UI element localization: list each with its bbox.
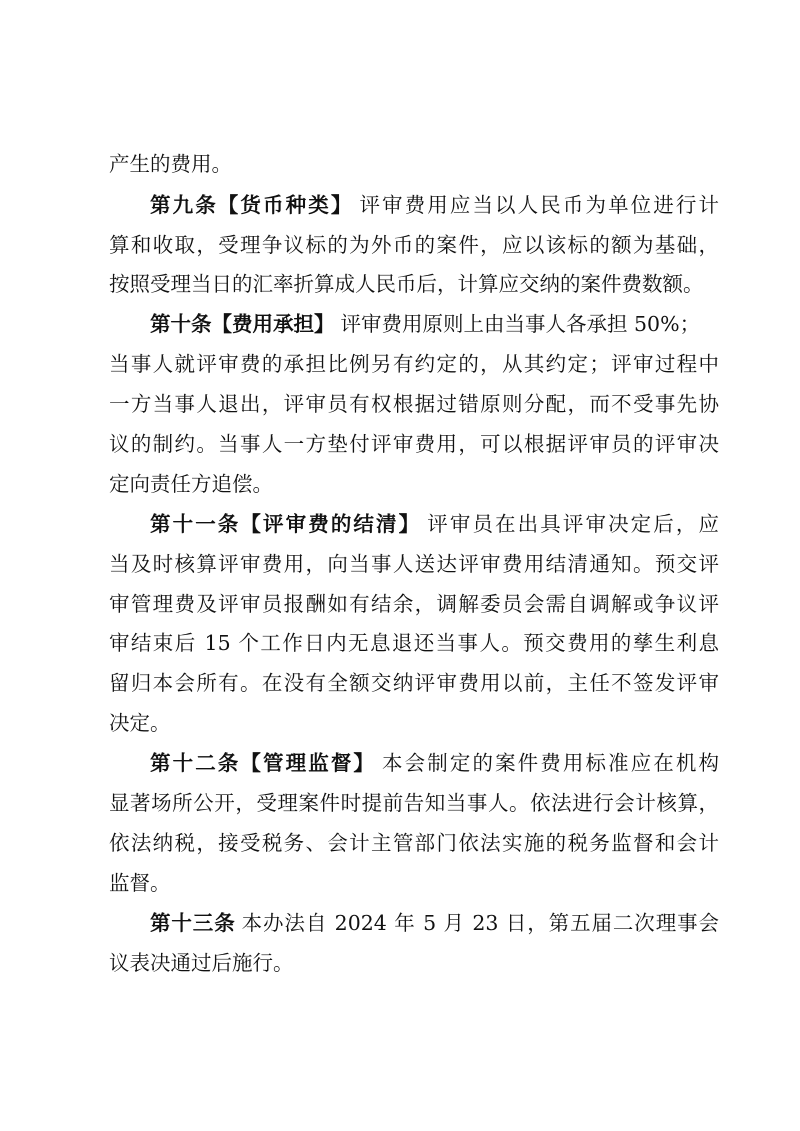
text-line [109, 152, 719, 176]
text-line [109, 592, 719, 616]
text-line [109, 711, 719, 735]
line-text: 当及时核算评审费用，向当事人送达评审费用结清通知。预交评 [109, 552, 719, 576]
line-text: 依法纳税，接受税务、会计主管部门依法实施的税务监督和会计 [109, 831, 719, 855]
article-heading: 第十条【费用承担】 [150, 312, 335, 336]
text-line [109, 671, 719, 695]
article-11-first-line [150, 512, 719, 536]
line-text: 本会制定的案件费用标准应在机构 [382, 751, 719, 775]
line-text: 一方当事人退出，评审员有权根据过错原则分配，而不受事先协 [109, 392, 719, 416]
line-text: 审管理费及评审员报酬如有结余，调解委员会需自调解或争议评 [109, 592, 719, 616]
line-text: 按照受理当日的汇率折算成人民币后，计算应交纳的案件费数额。 [109, 272, 704, 296]
article-10-first-line [150, 312, 719, 336]
text-line [109, 951, 719, 975]
line-text: 议表决通过后施行。 [109, 951, 294, 975]
line-text: 审结束后 15 个工作日内无息退还当事人。预交费用的孳生利息 [109, 631, 719, 655]
line-text: 定向责任方追偿。 [109, 472, 273, 496]
line-text: 评审员在出具评审决定后，应 [427, 512, 719, 536]
line-text: 本办法自 2024 年 5 月 23 日，第五届二次理事会 [241, 911, 719, 935]
line-text: 决定。 [109, 711, 171, 735]
article-13-first-line [150, 911, 719, 935]
line-text: 评审费用应当以人民币为单位进行计 [359, 193, 719, 217]
article-heading: 第九条【货币种类】 [150, 193, 354, 217]
article-heading: 第十三条 [150, 911, 236, 935]
article-9-first-line [150, 193, 719, 217]
line-text: 产生的费用。 [109, 152, 232, 176]
line-text: 留归本会所有。在没有全额交纳评审费用以前，主任不签发评审 [109, 671, 719, 695]
text-line [109, 352, 719, 376]
line-text: 监督。 [109, 871, 171, 895]
article-12-first-line [150, 751, 719, 775]
text-line [109, 552, 719, 576]
text-line [109, 472, 719, 496]
text-line [109, 272, 719, 296]
text-line [109, 392, 719, 416]
text-line [109, 631, 719, 655]
text-line [109, 871, 719, 895]
line-text: 当事人就评审费的承担比例另有约定的，从其约定；评审过程中 [109, 352, 719, 376]
text-line [109, 831, 719, 855]
line-text: 评审费用原则上由当事人各承担 50%； [340, 312, 701, 336]
article-heading: 第十二条【管理监督】 [150, 751, 377, 775]
article-heading: 第十一条【评审费的结清】 [150, 512, 422, 536]
text-line [109, 432, 719, 456]
line-text: 显著场所公开，受理案件时提前告知当事人。依法进行会计核算， [109, 791, 719, 815]
text-line [109, 791, 719, 815]
line-text: 算和收取，受理争议标的为外币的案件，应以该标的额为基础， [109, 233, 719, 257]
line-text: 议的制约。当事人一方垫付评审费用，可以根据评审员的评审决 [109, 432, 719, 456]
text-line [109, 233, 719, 257]
